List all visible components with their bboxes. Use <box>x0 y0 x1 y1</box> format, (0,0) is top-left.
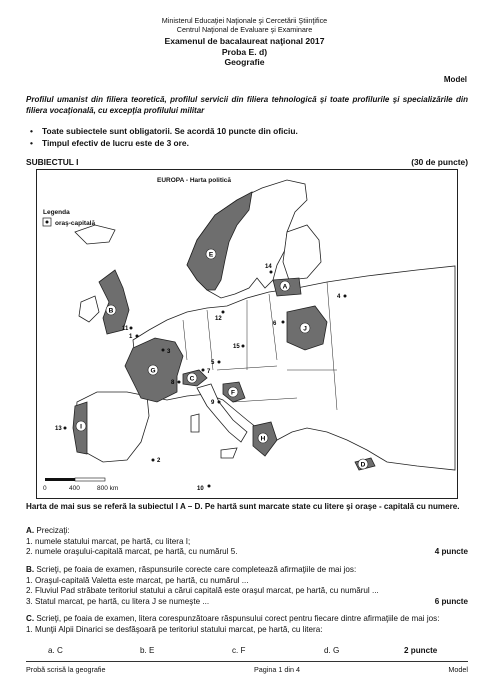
map-number-10: 10 <box>197 486 204 492</box>
question-c-options <box>48 646 468 655</box>
page-header <box>0 16 489 34</box>
map-number-8: 8 <box>171 380 175 386</box>
map-letter-i: I <box>80 423 82 431</box>
map-number-9: 9 <box>211 400 215 406</box>
question-a-item: 1. numele statului marcat, pe hartă, cu litera I; <box>26 536 191 546</box>
section-points: (30 de puncte) <box>411 157 468 167</box>
question-c-item: 1. Munţii Alpii Dinarici se desfăşoară pe teritoriul statului marcat, pe hartă, cu litera: <box>26 624 323 634</box>
exam-subject: Geografie <box>224 57 265 67</box>
map-number-14: 14 <box>265 264 272 270</box>
footer-right: Model <box>448 665 468 674</box>
map-number-7: 7 <box>207 369 211 375</box>
map-letter-d: D <box>360 461 366 469</box>
exam-proba: Proba E. d) <box>221 46 268 57</box>
legend-item: oraş-capitală <box>55 220 96 227</box>
svg-text:400: 400 <box>69 485 80 492</box>
map-letter-a: A <box>282 283 288 291</box>
europe-map <box>36 169 458 499</box>
map-letter-j: J <box>303 325 307 333</box>
exam-title-block <box>0 36 489 68</box>
model-label: Model <box>443 75 467 84</box>
question-b-points: 6 puncte <box>434 596 468 606</box>
map-intro: Harta de mai sus se referă la subiectul I A – D. Pe hartă sunt marcate state cu litere şi oraşe - capitală cu numere. <box>26 502 460 511</box>
section-header <box>26 157 468 167</box>
page-footer <box>26 665 468 674</box>
map-letter-c: C <box>189 375 195 383</box>
question-c: C. Scrieţi, pe foaia de examen, litera corespunzătoare răspunsului corect pentru fiecare dintre afirmaţiile de mai jos: 1. Munţii Alpii Dinarici se desfăşoară pe teritoriul statului marcat, pe hartă, cu litera: <box>26 614 468 635</box>
question-b-item: 2. Fluviul Pad străbate teritoriul statului a cărui capitală este oraşul marcat, pe hartă, cu numărul ... <box>26 586 379 595</box>
footer-divider <box>26 661 468 662</box>
question-b-item: 3. Statul marcat, pe hartă, cu litera J se numeşte ... <box>26 596 210 606</box>
profile-text: Profilul umanist din filiera teoretică, profilul servicii din filiera tehnologică şi toate profilurile şi specializările din filiera vocaţională, cu excepţia profilului militar <box>26 95 468 115</box>
map-letter-g: G <box>150 367 156 375</box>
center-name: Centrul Naţional de Evaluare şi Examinare <box>176 25 313 34</box>
map-number-13: 13 <box>55 426 62 432</box>
map-number-4: 4 <box>337 294 341 300</box>
svg-text:800 km: 800 km <box>97 485 119 492</box>
legend-title: Legenda <box>43 209 70 216</box>
rule-item: • Toate subiectele sunt obligatorii. Se acordă 10 puncte din oficiu. <box>30 126 298 136</box>
option-b: b. E <box>140 646 155 655</box>
footer-page: Pagina 1 din 4 <box>253 665 300 674</box>
section-title: SUBIECTUL I <box>26 157 79 167</box>
map-number-2: 2 <box>157 458 161 464</box>
map-number-6: 6 <box>273 321 277 327</box>
question-a-item: 2. numele oraşului-capitală marcat, pe hartă, cu numărul 5. <box>26 547 238 556</box>
exam-title: Examenul de bacalaureat naţional 2017 <box>164 36 325 46</box>
map-letter-f: F <box>231 389 235 397</box>
map-number-1: 1 <box>129 334 133 340</box>
question-b-item: 1. Oraşul-capitală Valetta este marcat, pe hartă, cu numărul ... <box>26 575 249 585</box>
rule-item: • Timpul efectiv de lucru este de 3 ore. <box>30 138 189 148</box>
map-number-12: 12 <box>215 316 222 322</box>
option-a: a. C <box>48 646 63 655</box>
map-letter-h: H <box>260 435 266 443</box>
ministry-name: Ministerul Educaţiei Naţionale şi Cercetării Ştiinţifice <box>161 16 328 25</box>
map-letter-e: E <box>208 251 214 259</box>
question-a-points: 4 puncte <box>434 547 468 556</box>
option-c: c. F <box>232 646 246 655</box>
map-number-11: 11 <box>122 326 129 332</box>
question-c-points: 2 puncte <box>404 646 438 655</box>
map-number-3: 3 <box>167 349 171 355</box>
footer-left: Probă scrisă la geografie <box>26 665 106 674</box>
option-d: d. G <box>324 646 340 655</box>
map-number-15: 15 <box>233 344 240 350</box>
question-a: A. Precizaţi: 1. numele statului marcat, pe hartă, cu litera I; 2. numele oraşului-capitală marcat, pe hartă, cu numărul 5. 4 puncte <box>26 526 468 556</box>
map-title: EUROPA - Harta politică <box>157 177 232 184</box>
map-number-5: 5 <box>211 360 215 366</box>
map-letter-b: B <box>108 307 114 315</box>
question-b: B. Scrieţi, pe foaia de examen, răspunsurile corecte care completează afirmaţiile de mai jos: 1. Oraşul-capitală Valetta este marcat, pe hartă, cu numărul ... 2. Fluviul Pad străbate teritoriul statului a cărui capitală este oraşul marcat, pe hartă, cu numărul ... 3. Statul marcat, pe hartă, cu litera J se numeşte ... 6 puncte <box>26 565 468 606</box>
svg-text:0: 0 <box>43 485 47 492</box>
